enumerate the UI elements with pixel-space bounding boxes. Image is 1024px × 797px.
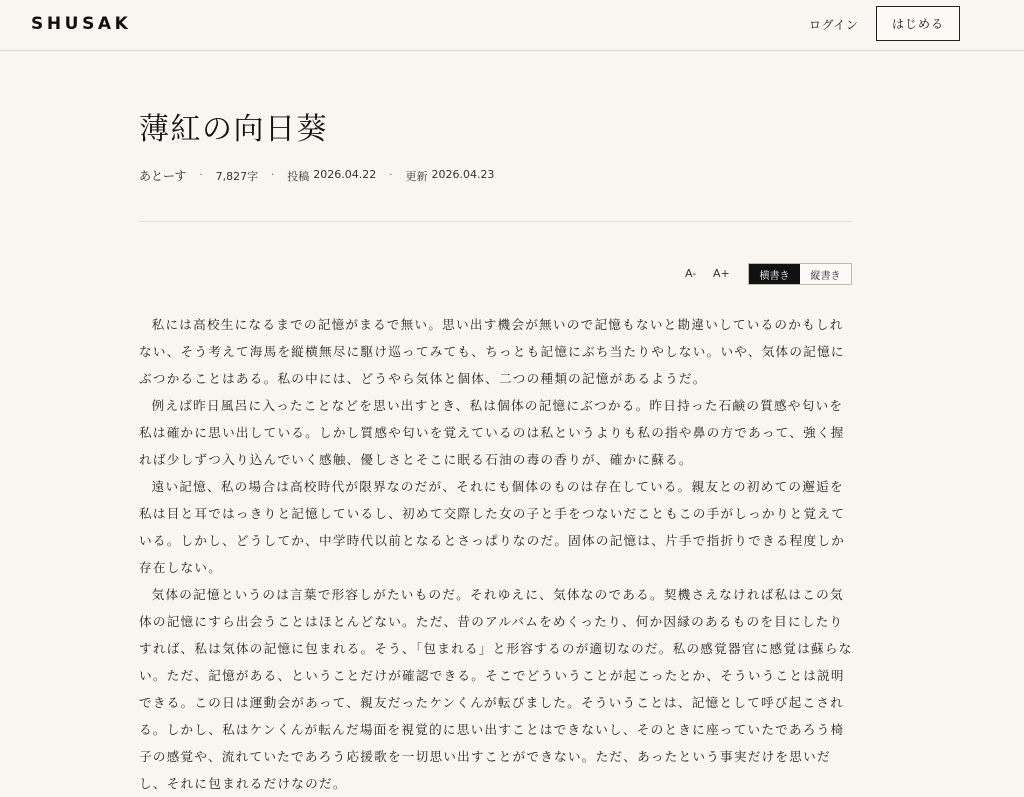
updated-label: 更新 xyxy=(405,169,428,183)
article-meta xyxy=(139,167,494,184)
body-paragraph: 例えば昨日風呂に入ったことなどを思い出すとき、私は個体の記憶にぶつかる。昨日持った石鹸の質感や匂いを私は確かに思い出している。しかし質感や匂いを覚えているのは私というよりも私の指や鼻の方であって、強く握れば少しずつ入り込んでいく感触、優しさとそこに眠る石油の毒の香りが、確かに蘇る。 xyxy=(139,398,845,467)
article-title: 薄紅の向日葵 xyxy=(139,112,328,147)
article-body xyxy=(139,311,854,797)
vertical-mode-button[interactable]: 縦書き xyxy=(800,264,851,284)
posted-date: 2026.04.22 xyxy=(313,167,377,181)
font-size-decrease-button[interactable]: A- xyxy=(685,267,697,280)
body-paragraph: 気体の記憶というのは言葉で形容しがたいものだ。それゆえに、気体なのである。契機さえなければ私はこの気体の記憶にすら出会うことはほとんどない。ただ、昔のアルバムをめくったり、何か因縁のあるものを目にしたりすれば、私は気体の記憶に包まれる。そう、「包まれる」と形容するのが適切なのだ。私の感覚器官に感覚は蘇らない。ただ、記憶がある、ということだけが確認できる。そこでどういうことが起こったとか、そういうことは説明できる。この日は運動会があって、親友だったケンくんが転びました。そういうことは、記憶として呼び起こされる。しかし、私はケンくんが転んだ場面を視覚的に思い出すことはできないし、そのときに座っていたであろう椅子の感覚や、流れていたであろう応援歌を一切思い出すことができない。ただ、あったという事実だけを思いだし、それに包まれるだけなのだ。 xyxy=(139,587,853,791)
login-link[interactable]: ログイン xyxy=(809,18,859,32)
updated-date: 2026.04.23 xyxy=(431,167,495,181)
horizontal-mode-button[interactable]: 横書き xyxy=(749,264,800,284)
site-logo[interactable]: SHUSAK xyxy=(31,14,132,34)
header-divider xyxy=(139,221,852,222)
body-paragraph: 遠い記憶、私の場合は高校時代が限界なのだが、それにも個体のものは存在している。親友との初めての邂逅を私は目と耳ではっきりと記憶しているし、初めて交際した女の子と手をつないだこともこの手がしっかりと覚えている。しかし、どうしてか、中学時代以前となるとさっぱりなのだ。固体の記憶は、片手で指折りできる程度しか存在しない。 xyxy=(139,479,846,575)
author-name[interactable]: あとーす xyxy=(139,169,187,183)
meta-separator: · xyxy=(199,170,203,181)
char-count: 7,827字 xyxy=(215,169,259,183)
meta-separator: · xyxy=(271,170,275,181)
start-button[interactable]: はじめる xyxy=(876,6,960,41)
font-size-increase-button[interactable]: A+ xyxy=(713,267,730,280)
meta-separator: · xyxy=(389,170,393,181)
writing-mode-toggle xyxy=(748,263,852,285)
updated-date-group xyxy=(405,168,494,184)
body-paragraph: 私には高校生になるまでの記憶がまるで無い。思い出す機会が無いので記憶もないと勘違いしているのかもしれない、そう考えて海馬を縦横無尽に駆け巡ってみても、ちっとも記憶にぶち当たりやしない。いや、気体の記憶にぶつかることはある。私の中には、どうやら気体と個体、二つの種類の記憶があるようだ。 xyxy=(139,317,845,386)
posted-date-group xyxy=(287,168,376,184)
site-header xyxy=(0,0,1024,51)
posted-label: 投稿 xyxy=(287,169,310,183)
